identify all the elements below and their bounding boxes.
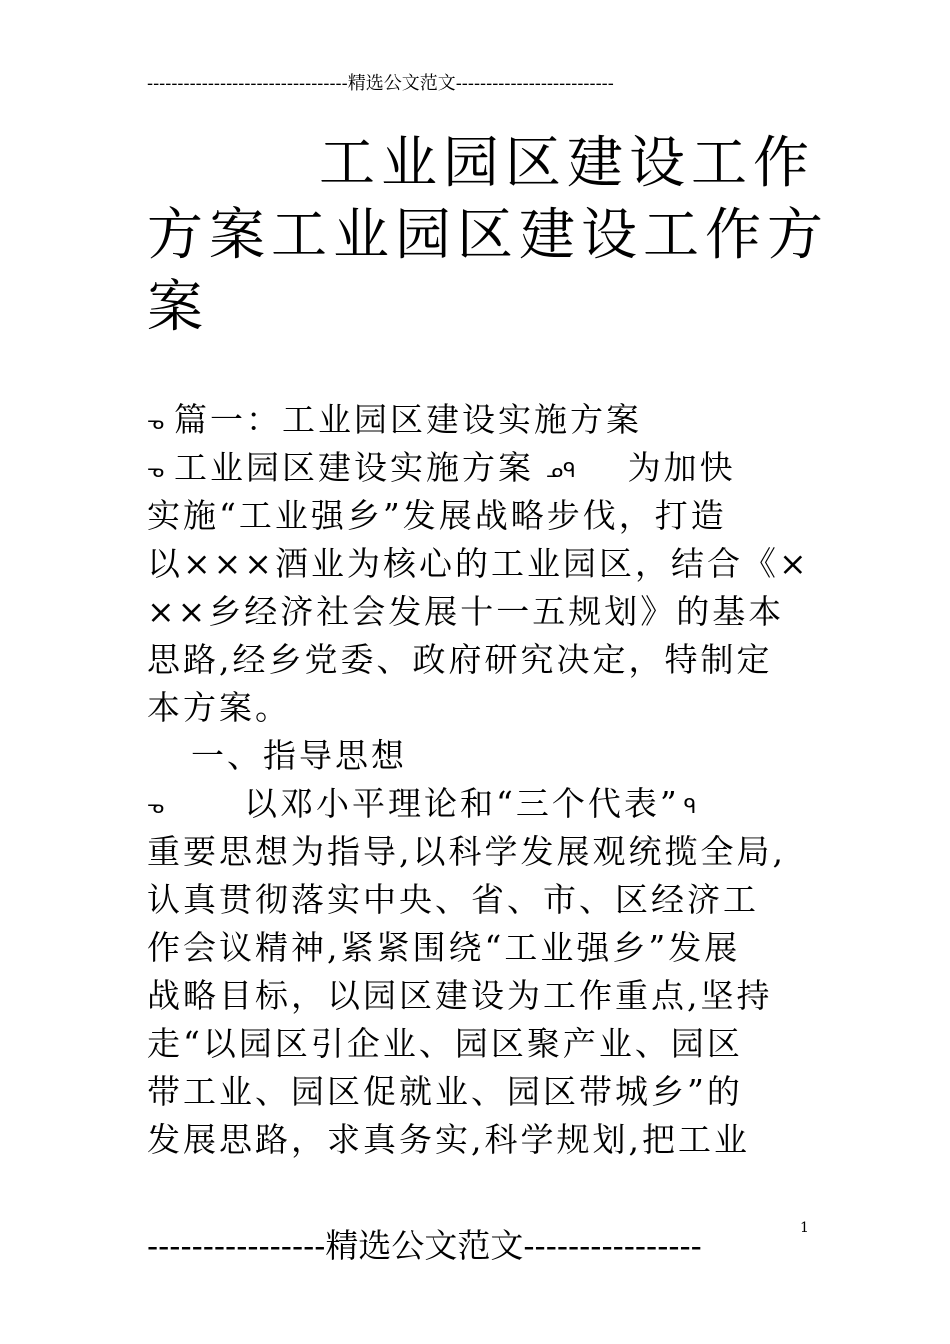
body-text: 工业园区建设实施方案 bbox=[174, 448, 535, 487]
page-number: 1 bbox=[800, 1220, 809, 1236]
title-line-3: 案 bbox=[147, 275, 209, 340]
title-line-1: 工业园区建设工作 bbox=[319, 131, 815, 196]
body-line-16: 发展思路，求真务实,科学规划,把工业 bbox=[147, 1120, 750, 1159]
body-line-2 bbox=[147, 444, 807, 492]
document-title bbox=[147, 128, 829, 344]
body-line-6: 思路,经乡党委、政府研究决定，特制定 bbox=[147, 640, 773, 679]
body-line-11: 认真贯彻落实中央、省、市、区经济工 bbox=[147, 880, 759, 919]
body-line-3: 实施“工业强乡”发展战略步伐，打造 bbox=[147, 496, 727, 535]
body-line-13: 战略目标，以园区建设为工作重点,坚持 bbox=[147, 976, 773, 1015]
body-text: 以邓小平理论和“三个代表” bbox=[244, 784, 680, 823]
body-line-7: 本方案。 bbox=[147, 688, 291, 727]
page-footer: ----------------精选公文范文---------------- bbox=[147, 1226, 702, 1265]
body-line-9 bbox=[147, 780, 807, 828]
title-line-2: 方案工业园区建设工作方 bbox=[147, 203, 829, 268]
body-line-10: 重要思想为指导,以科学发展观统揽全局, bbox=[147, 832, 786, 871]
paragraph-mark-icon: ᓀ bbox=[147, 794, 165, 818]
page-header: ---------------------------------精选公文范文-------------------------- bbox=[147, 73, 614, 94]
document-body bbox=[147, 396, 810, 1164]
body-text: 为加快 bbox=[627, 448, 736, 487]
paragraph-mark-icon: ᓀ bbox=[147, 458, 165, 482]
body-line-12: 作会议精神,紧紧围绕“工业强乡”发展 bbox=[147, 928, 741, 967]
body-line-4: 以×××酒业为核心的工业园区，结合《× bbox=[147, 544, 810, 583]
body-line-5: ××乡经济社会发展十一五规划》的基本 bbox=[147, 592, 785, 631]
body-line-15: 带工业、园区促就业、园区带城乡”的 bbox=[147, 1072, 743, 1111]
body-line-14: 走“以园区引企业、园区聚产业、园区 bbox=[147, 1024, 743, 1063]
body-line-1 bbox=[147, 396, 807, 444]
paragraph-mark-icon: ᓀ bbox=[147, 410, 165, 434]
section-heading: 一、指导思想 bbox=[191, 736, 407, 775]
section-heading: 篇一：工业园区建设实施方案 bbox=[174, 400, 643, 439]
end-mark-icon: ᑫ bbox=[683, 794, 697, 818]
section-mark-icon: ᓄᑫ bbox=[546, 458, 576, 482]
